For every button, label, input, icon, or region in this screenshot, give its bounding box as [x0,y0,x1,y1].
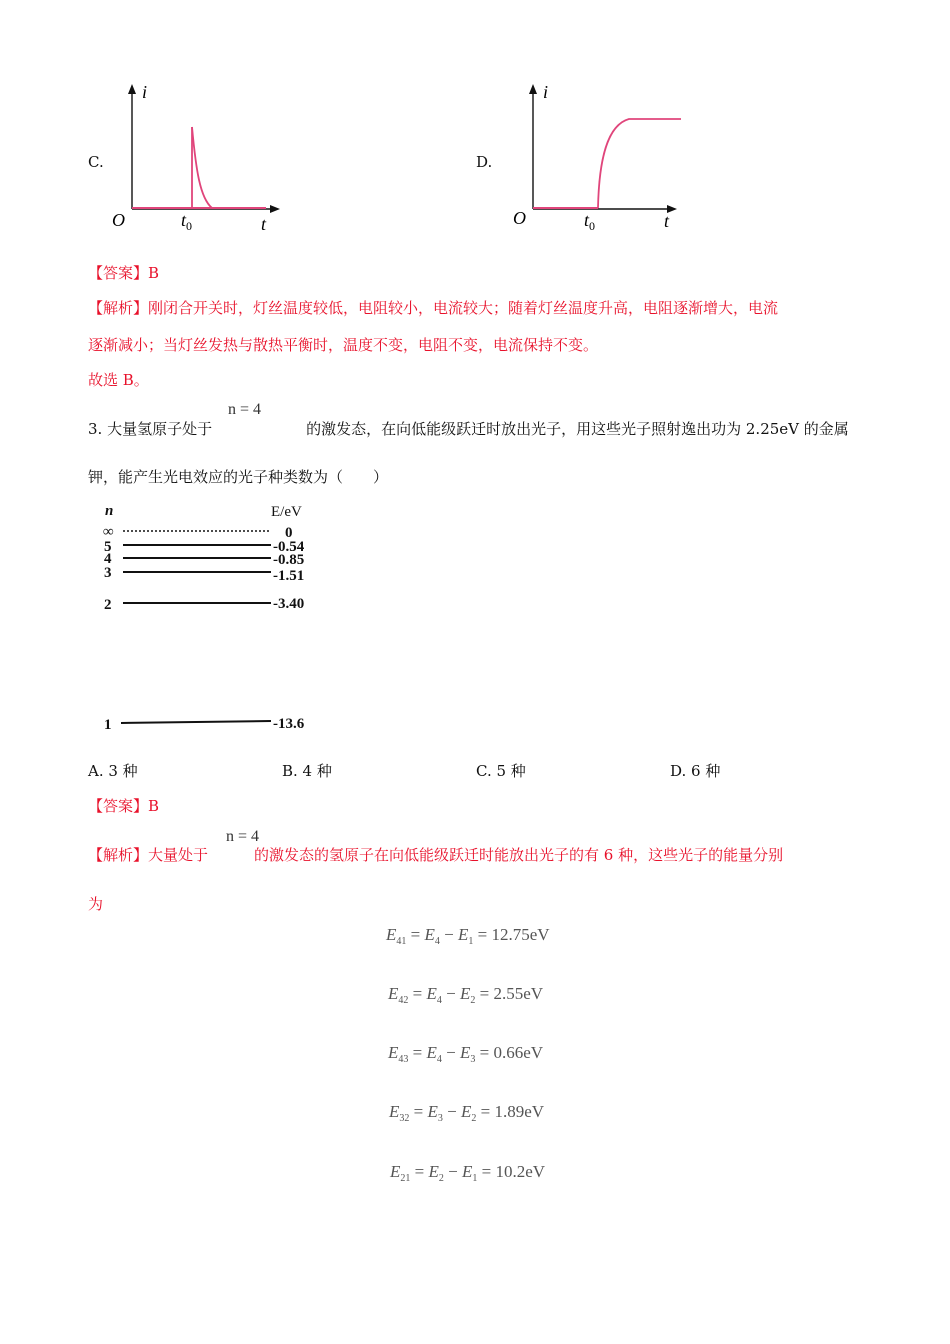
y-axis-arrow [529,84,537,94]
e-header: E/eV [271,504,302,520]
option-d-label: D. [476,153,493,171]
origin-label: O [112,210,125,230]
y-axis-label: i [543,82,549,102]
level-e: 0 [285,525,293,541]
equation: $E_{43} = E_4 - E_3 = 0.66eV$ [388,1043,544,1065]
q3-stem-line1: 3. 大量氢原子处于 的激发态，在向低能级跃迁时放出光子，用这些光子照射逸出功为 2.25eV 的金属 [88,420,849,438]
graph-d [509,80,689,240]
origin-label: O [513,208,526,228]
equation: $E_{32} = E_3 - E_2 = 1.89eV$ [389,1102,545,1124]
y-axis-arrow [128,84,136,94]
current-decay-curve [192,127,212,208]
level-e: -13.6 [273,716,305,732]
level-line-1 [121,721,271,723]
n-header: n [105,503,114,519]
option-a: A. 3 种 [88,762,138,780]
level-n: 2 [104,597,112,613]
x-axis-label: t [664,211,670,231]
t0-label: $t_0$ [181,210,193,233]
q3-n-value: n = 4 [228,401,262,418]
q3-stem-line2: 钾，能产生光电效应的光子种类数为（ ） [88,468,389,486]
equation: $E_{42} = E_4 - E_2 = 2.55eV$ [388,984,544,1006]
graph-c [108,80,288,240]
level-e: -0.85 [273,552,305,568]
equation: $E_{21} = E_2 - E_1 = 10.2eV$ [390,1162,546,1184]
q2-analysis-line1: 【解析】刚闭合开关时，灯丝温度较低，电阻较小，电流较大；随着灯丝温度升高，电阻逐渐增大，电流 [88,299,779,317]
option-d: D. 6 种 [670,762,721,780]
level-n: ∞ [103,524,114,540]
current-rise-curve [598,119,681,208]
level-e: -0.54 [273,539,305,555]
q3-answer: 【答案】B [88,797,160,815]
level-n: 3 [104,565,112,581]
level-n: 1 [104,717,112,733]
option-c: C. 5 种 [476,762,526,780]
option-b: B. 4 种 [282,762,332,780]
level-e: -3.40 [273,596,305,612]
level-n: 5 [104,539,112,555]
level-n: 4 [104,551,112,567]
q2-answer: 【答案】B [88,264,160,282]
q3-analysis-line2: 为 [88,895,104,913]
option-c-label: C. [88,153,104,171]
question-number: 3. [88,420,103,438]
y-axis-label: i [142,82,148,102]
level-e: -1.51 [273,568,305,584]
x-axis-arrow [270,205,280,213]
q3-analysis-line1: 【解析】大量处于 的激发态的氢原子在向低能级跃迁时能放出光子的有 6 种，这些光子的能量分别 [88,846,784,864]
q2-conclusion: 故选 B。 [88,371,149,389]
energy-level-diagram [95,495,335,740]
x-axis-label: t [261,214,267,234]
q3-analysis-n-value: n = 4 [226,828,260,845]
equation: $E_{41} = E_4 - E_1 = 12.75eV$ [386,925,550,947]
t0-label: $t_0$ [584,210,596,233]
q2-analysis-line2: 逐渐减小；当灯丝发热与散热平衡时，温度不变，电阻不变，电流保持不变。 [88,336,599,354]
